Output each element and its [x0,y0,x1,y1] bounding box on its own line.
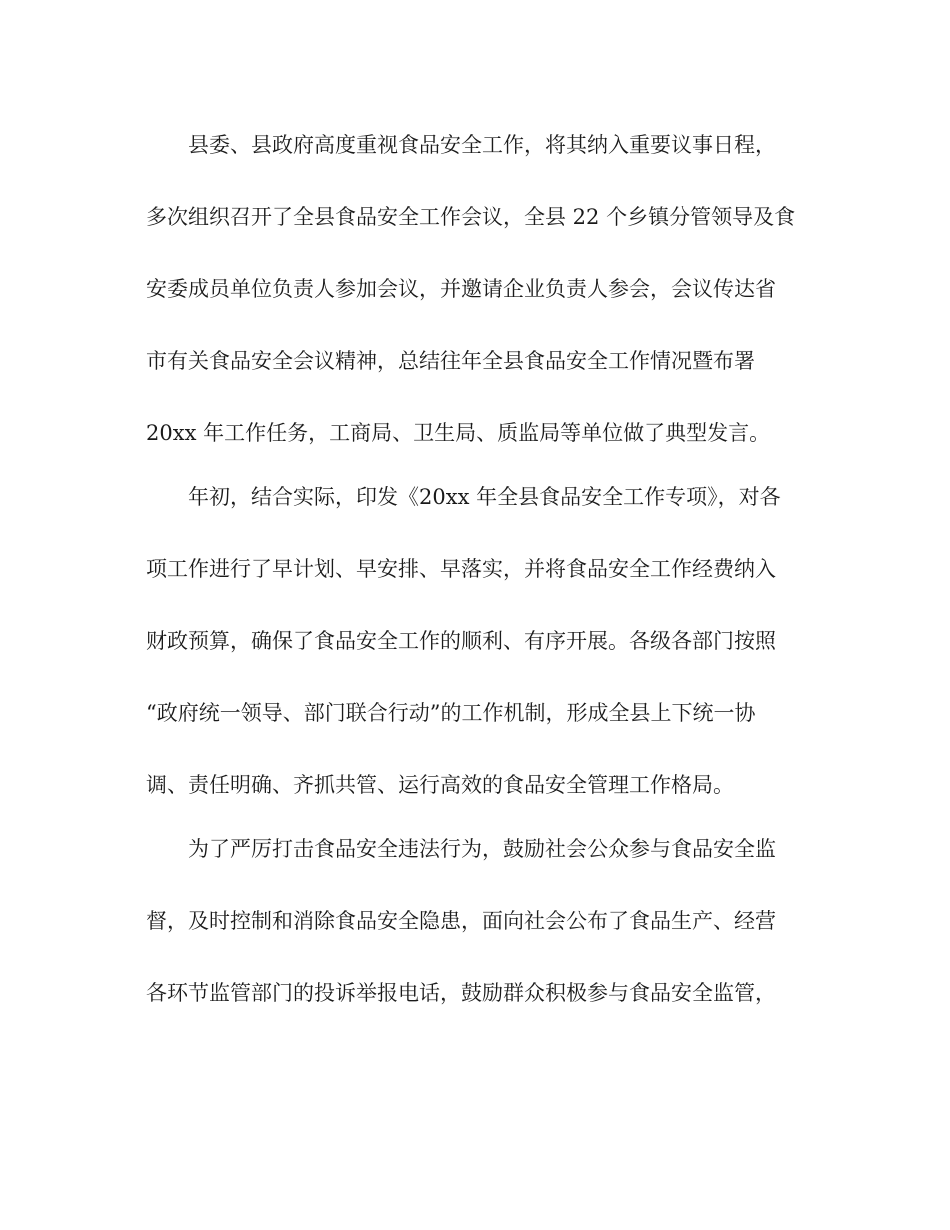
paragraph-1-line-5: 20xx 年工作任务，工商局、卫生局、质监局等单位做了典型发言。 [146,421,771,445]
paragraph-1-line-3: 安委成员单位负责人参加会议，并邀请企业负责人参会，会议传达省 [146,277,776,301]
paragraph-3-line-2: 督，及时控制和消除食品安全隐患，面向社会公布了食品生产、经营 [146,909,776,933]
paragraph-2-line-2: 项工作进行了早计划、早安排、早落实，并将食品安全工作经费纳入 [146,557,776,581]
paragraph-1-line-4: 市有关食品安全会议精神，总结往年全县食品安全工作情况暨布署 [146,349,755,373]
paragraph-2-line-5: 调、责任明确、齐抓共管、运行高效的食品安全管理工作格局。 [146,773,734,797]
paragraph-2-line-3: 财政预算，确保了食品安全工作的顺利、有序开展。各级各部门按照 [146,629,776,653]
paragraph-2-line-1: 年初，结合实际，印发《20xx 年全县食品安全工作专项》，对各 [188,485,781,509]
paragraph-2-line-4: “政府统一领导、部门联合行动”的工作机制，形成全县上下统一协 [146,701,756,725]
paragraph-1-line-1: 县委、县政府高度重视食品安全工作，将其纳入重要议事日程， [188,133,776,157]
paragraph-3-line-3: 各环节监管部门的投诉举报电话，鼓励群众积极参与食品安全监管， [146,981,776,1005]
paragraph-1-line-2: 多次组织召开了全县食品安全工作会议，全县 22 个乡镇分管领导及食 [146,205,796,229]
paragraph-3-line-1: 为了严厉打击食品安全违法行为，鼓励社会公众参与食品安全监 [188,837,776,861]
